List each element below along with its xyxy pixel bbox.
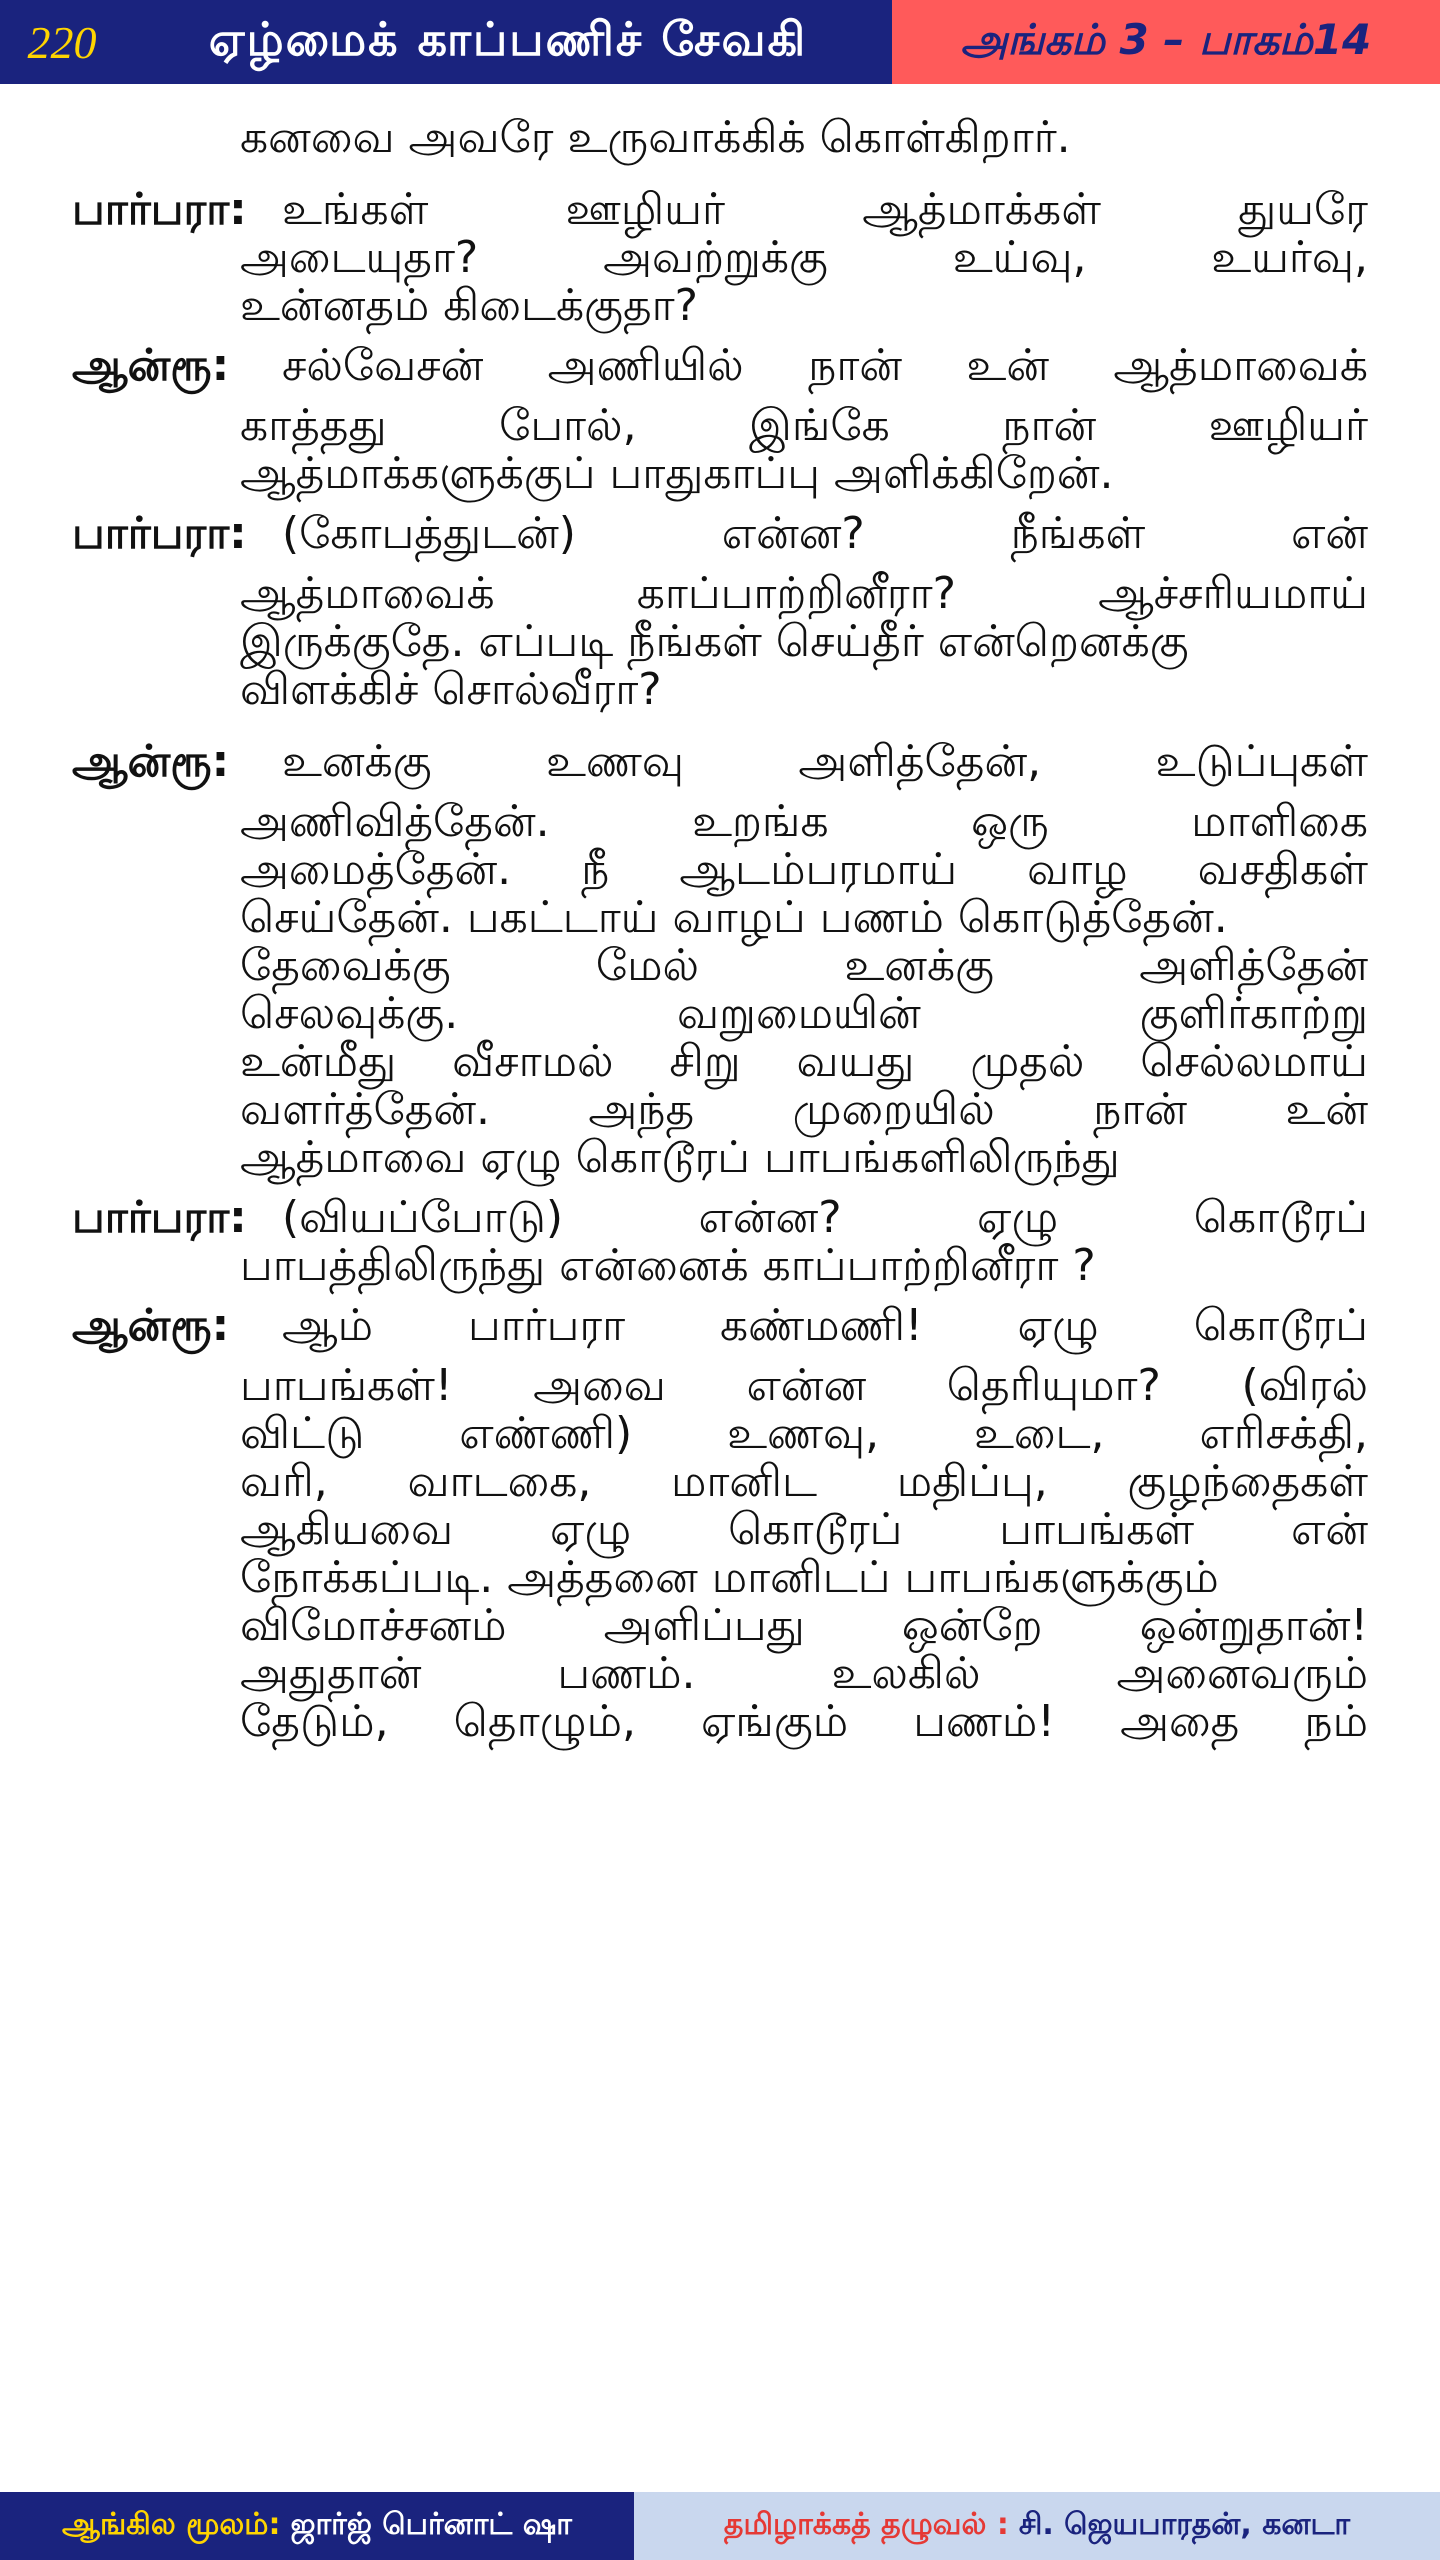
dialogue-line: ஆத்மாவைக் காப்பாற்றினீரா? ஆச்சரியமாய்	[240, 568, 1368, 619]
page-header	[0, 0, 1440, 84]
dialogue-line: உன்மீது வீசாமல் சிறு வயது முதல் செல்லமாய்	[240, 1036, 1368, 1087]
dialogue-line: தேவைக்கு மேல் உனக்கு அளித்தேன்	[240, 940, 1368, 991]
dialogue-line: உங்கள் ஊழியர் ஆத்மாக்கள் துயரே	[282, 184, 1368, 235]
speaker-name: ஆன்ரூ:	[72, 340, 230, 391]
dialogue-line: உனக்கு உணவு அளித்தேன், உடுப்புகள்	[282, 736, 1368, 787]
page-number: 220	[0, 0, 124, 84]
speaker-name: பார்பரா:	[72, 184, 247, 235]
translation-label: தமிழாக்கத் தழுவல் :	[723, 2506, 1009, 2542]
source-label: ஆங்கில மூலம்:	[62, 2506, 281, 2542]
translator-name: சி. ஜெயபாரதன், கனடா	[1018, 2506, 1351, 2542]
dialogue-line: ஆகியவை ஏழு கொடூரப் பாபங்கள் என்	[240, 1504, 1368, 1555]
dialogue-line: (கோபத்துடன்) என்ன? நீங்கள் என்	[282, 508, 1368, 559]
dialogue-line: அமைத்தேன். நீ ஆடம்பரமாய் வாழ வசதிகள்	[240, 844, 1368, 895]
act-part-label: அங்கம் 3 – பாகம்14	[892, 0, 1440, 84]
dialogue-line: வரி, வாடகை, மானிட மதிப்பு, குழந்தைகள்	[240, 1456, 1368, 1507]
speaker-name: ஆன்ரூ:	[72, 1300, 230, 1351]
dialogue-line: ஆத்மாக்களுக்குப் பாதுகாப்பு அளிக்கிறேன்.	[240, 448, 1114, 499]
dialogue-line: உன்னதம் கிடைக்குதா?	[240, 280, 699, 331]
dialogue-line: நோக்கப்படி. அத்தனை மானிடப் பாபங்களுக்கும்	[240, 1552, 1219, 1603]
speaker-name: பார்பரா:	[72, 1192, 247, 1243]
dialogue-line: இருக்குதே. எப்படி நீங்கள் செய்தீர் என்றெனக்கு	[240, 616, 1189, 667]
dialogue-line: செலவுக்கு. வறுமையின் குளிர்காற்று	[240, 988, 1368, 1039]
dialogue-line: செய்தேன். பகட்டாய் வாழப் பணம் கொடுத்தேன்.	[240, 892, 1228, 943]
dialogue-line: வளர்த்தேன். அந்த முறையில் நான் உன்	[240, 1084, 1368, 1135]
dialogue-line: பாபங்கள்! அவை என்ன தெரியுமா? (விரல்	[240, 1360, 1368, 1411]
dialogue-line: கனவை அவரே உருவாக்கிக் கொள்கிறார்.	[240, 112, 1071, 163]
dialogue-line: ஆத்மாவை ஏழு கொடூரப் பாபங்களிலிருந்து	[240, 1132, 1120, 1183]
dialogue-line: விமோச்சனம் அளிப்பது ஒன்றே ஒன்றுதான்!	[240, 1600, 1368, 1651]
dialogue-line: பாபத்திலிருந்து என்னைக் காப்பாற்றினீரா ?	[240, 1240, 1096, 1291]
dialogue-line: காத்தது போல், இங்கே நான் ஊழியர்	[240, 400, 1368, 451]
dialogue-line: (வியப்போடு) என்ன? ஏழு கொடூரப்	[282, 1192, 1368, 1243]
dialogue-line: தேடும், தொழும், ஏங்கும் பணம்! அதை நம்	[240, 1696, 1368, 1747]
source-credit	[0, 2492, 634, 2560]
dialogue-line: அடையுதா? அவற்றுக்கு உய்வு, உயர்வு,	[240, 232, 1368, 283]
page-footer	[0, 2492, 1440, 2560]
speaker-name: பார்பரா:	[72, 508, 247, 559]
source-author: ஜார்ஜ் பெர்னாட் ஷா	[290, 2506, 572, 2542]
dialogue-line: சல்வேசன் அணியில் நான் உன் ஆத்மாவைக்	[282, 340, 1368, 391]
translation-credit	[634, 2492, 1440, 2560]
dialogue-line: அணிவித்தேன். உறங்க ஒரு மாளிகை	[240, 796, 1368, 847]
speaker-name: ஆன்ரூ:	[72, 736, 230, 787]
dialogue-line: விளக்கிச் சொல்வீரா?	[240, 664, 662, 715]
dialogue-line: அதுதான் பணம். உலகில் அனைவரும்	[240, 1648, 1368, 1699]
dialogue-line: ஆம் பார்பரா கண்மணி! ஏழு கொடூரப்	[282, 1300, 1368, 1351]
dialogue-line: விட்டு எண்ணி) உணவு, உடை, எரிசக்தி,	[240, 1408, 1368, 1459]
book-title: ஏழ்மைக் காப்பணிச் சேவகி	[124, 0, 892, 84]
